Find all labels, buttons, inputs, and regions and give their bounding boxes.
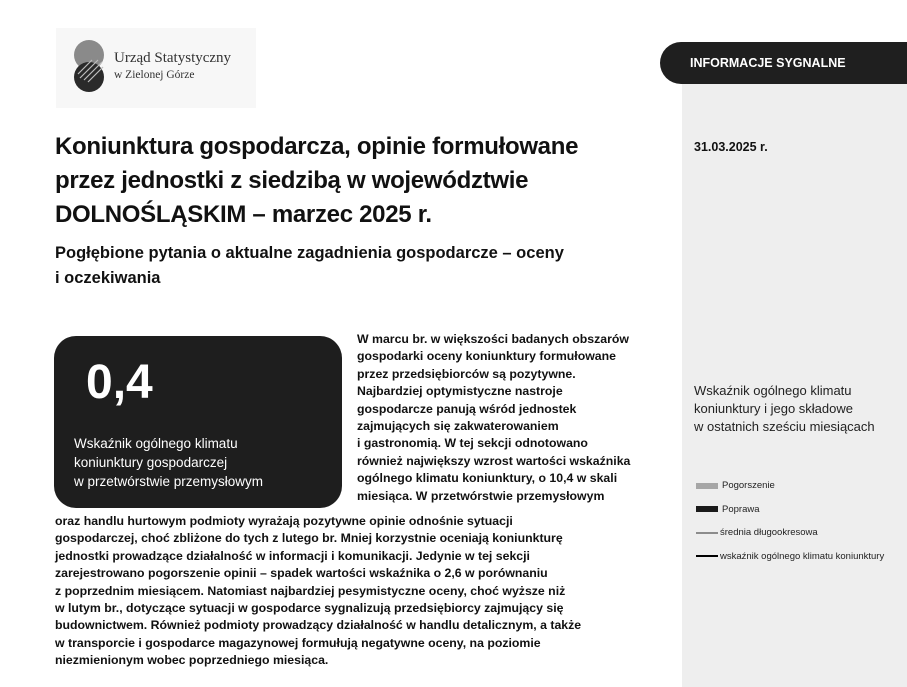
- title-line: DOLNOŚLĄSKIM – marzec 2025 r.: [55, 201, 432, 228]
- page-subtitle: [55, 241, 615, 291]
- body-line: W marcu br. w większości badanych obszarów: [357, 332, 629, 346]
- legend-label: wskaźnik ogólnego klimatu koniunktury: [720, 550, 885, 562]
- body-line: przez przedsiębiorców są pozytywne.: [357, 366, 576, 381]
- kpi-label-line: Wskaźnik ogólnego klimatu: [74, 436, 238, 451]
- body-line: zajmujących się zakwaterowaniem: [357, 419, 559, 434]
- body-text-lower: [55, 513, 680, 670]
- logo-text: [114, 50, 231, 83]
- page-title: [55, 130, 655, 232]
- legend-label: średnia długookresowa: [720, 527, 818, 539]
- body-line: oraz handlu hurtowym podmioty wyrażają pozytywne opinie odnośnie sytuacji: [55, 514, 513, 528]
- legend-swatch: [696, 506, 718, 512]
- legend-label: Poprawa: [722, 503, 760, 515]
- section-badge: INFORMACJE SYGNALNE: [660, 42, 907, 84]
- body-text-upper: [357, 331, 677, 505]
- legend-item-climate-indicator: [696, 545, 904, 569]
- title-line: Koniunktura gospodarcza, opinie formułowane: [55, 133, 579, 160]
- kpi-label: [74, 434, 324, 491]
- logo-name: Urząd Statystyczny: [114, 50, 232, 66]
- body-line: gospodarczej, choć zbliżone do tych z lutego br. Mniej korzystnie oceniają koniunkturę: [55, 531, 563, 546]
- sidebar-caption-line: Wskaźnik ogólnego klimatu: [694, 383, 852, 398]
- legend-label: Pogorszenie: [722, 480, 775, 492]
- body-line: gospodarki oceny koniunktury formułowane: [357, 349, 616, 364]
- kpi-value: 0,4: [86, 356, 153, 409]
- body-line: budownictwem. Również podmioty prowadzący działalność w handlu detalicznym, a także: [55, 618, 582, 633]
- legend-item-improvement: [696, 498, 904, 522]
- body-line: również największy wzrost wartości wskaźnika: [357, 453, 631, 468]
- body-line: niezmienionym wobec poprzedniego miesiąca.: [55, 653, 329, 668]
- body-line: z poprzednim miesiącem. Natomiast najbardziej pesymistyczne oceny, choć wyższe niż: [55, 583, 566, 598]
- body-line: Najbardziej optymistyczne nastroje: [357, 384, 563, 399]
- body-line: miesiąca. W przetwórstwie przemysłowym: [357, 488, 605, 503]
- sidebar-caption-line: koniunktury i jego składowe: [694, 401, 853, 416]
- sidebar-caption: [694, 382, 899, 436]
- kpi-card: [54, 336, 342, 508]
- legend-swatch: [696, 555, 718, 557]
- publication-date: 31.03.2025 r.: [694, 140, 768, 154]
- legend-item-long-term-average: [696, 521, 904, 545]
- legend-swatch: [696, 483, 718, 489]
- body-line: zarejestrowano pogorszenie opinii – spadek wartości wskaźnika o 2,6 w porównaniu: [55, 566, 548, 581]
- legend-swatch: [696, 532, 718, 534]
- sidebar-caption-line: w ostatnich sześciu miesiącach: [694, 419, 875, 434]
- body-line: w lutym br., dotyczące sytuacji w gospodarce sygnalizują przedsiębiorcy zajmujący się: [55, 601, 564, 616]
- subtitle-line: i oczekiwania: [55, 269, 161, 287]
- chart-legend: [696, 474, 904, 568]
- statistics-office-logo-icon: [72, 40, 106, 92]
- legend-item-deterioration: [696, 474, 904, 498]
- body-line: ogólnego klimatu koniunktury, o 10,4 w skali: [357, 471, 618, 486]
- body-line: w transporcie i gospodarce magazynowej formułują negatywne oceny, na poziomie: [55, 635, 541, 650]
- body-line: jednostki prowadzące działalność w informacji i komunikacji. Jedynie w tej sekcji: [55, 548, 530, 563]
- logo-city: w Zielonej Górze: [114, 69, 195, 81]
- logo: [56, 28, 256, 108]
- body-line: i gastronomią. W tej sekcji odnotowano: [357, 436, 588, 451]
- title-line: przez jednostki z siedzibą w województwie: [55, 167, 529, 194]
- kpi-label-line: koniunktury gospodarczej: [74, 455, 228, 470]
- subtitle-line: Pogłębione pytania o aktualne zagadnienia gospodarcze – oceny: [55, 244, 564, 262]
- body-line: gospodarcze panują wśród jednostek: [357, 401, 577, 416]
- kpi-label-line: w przetwórstwie przemysłowym: [74, 474, 264, 489]
